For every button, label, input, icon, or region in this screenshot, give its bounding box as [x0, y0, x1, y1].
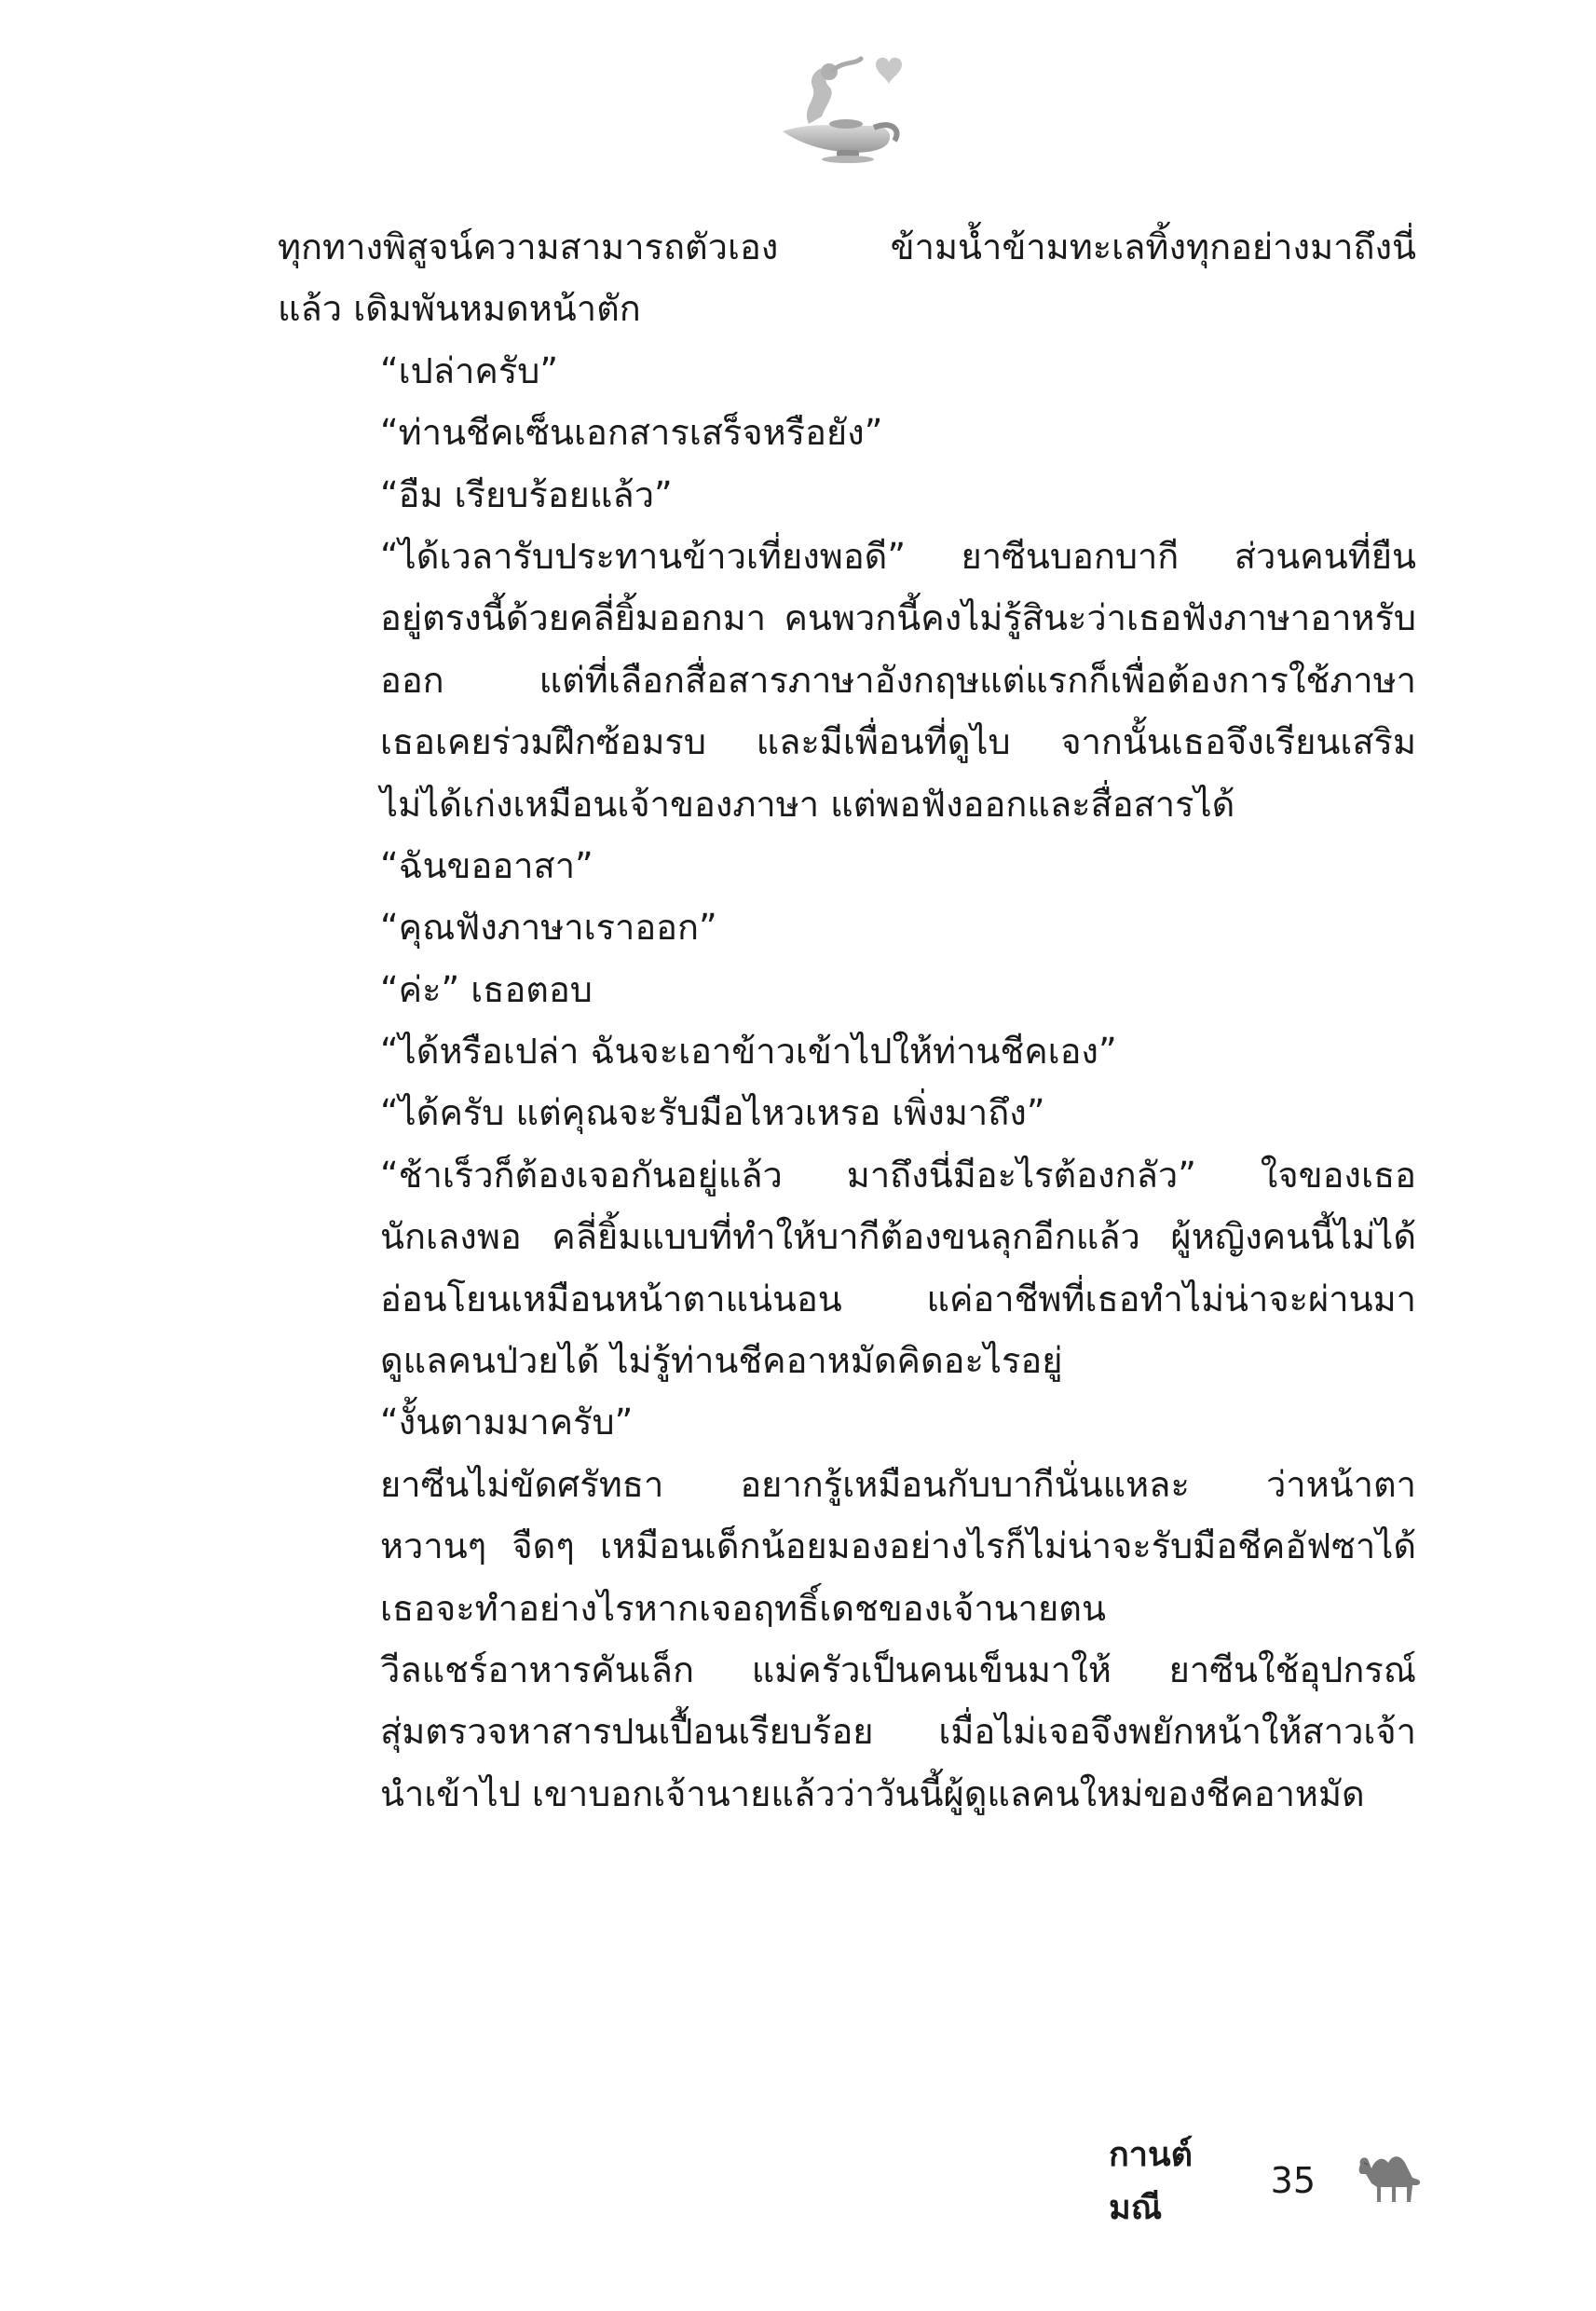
paragraph — [278, 402, 1416, 463]
text-line: “ได้ครับ แต่คุณจะรับมือไหวเหรอ เพิ่งมาถึง” — [380, 1092, 1045, 1134]
text-line: “ฉันขออาสา” — [380, 844, 593, 886]
text-line: “คุณฟังภาษาเราออก” — [380, 907, 717, 949]
text-line: “ได้หรือเปล่า ฉันจะเอาข้าวเข้าไปให้ท่านชีคเอง” — [380, 1031, 1117, 1073]
paragraph — [278, 896, 1416, 958]
paragraph — [278, 216, 1416, 340]
text-line: “งั้นตามมาครับ” — [380, 1402, 634, 1443]
text-line: “อืม เรียบร้อยแล้ว” — [380, 473, 673, 515]
page-footer — [1109, 2136, 1425, 2227]
paragraph — [278, 1391, 1416, 1453]
paragraph — [278, 835, 1416, 896]
paragraph — [278, 1144, 1416, 1392]
paragraph — [278, 340, 1416, 402]
text-line: ออก แต่ที่เลือกสื่อสารภาษาอังกฤษแต่แรกก็เพื่อต้องการใช้ภาษา — [380, 659, 1416, 701]
text-line: ไม่ได้เก่งเหมือนเจ้าของภาษา แต่พอฟังออกและสื่อสารได้ — [380, 783, 1235, 825]
text-line: เธอเคยร่วมฝึกซ้อมรบ และมีเพื่อนที่ดูไบ จากนั้นเธอจึงเรียนเสริม — [380, 721, 1416, 763]
text-line: ดูแลคนป่วยได้ ไม่รู้ท่านชีคอาหมัดคิดอะไรอยู่ — [380, 1340, 1063, 1382]
magic-lamp-with-genie-icon — [764, 51, 913, 163]
text-line: นักเลงพอ คลี่ยิ้มแบบที่ทำให้บากีต้องขนลุกอีกแล้ว ผู้หญิงคนนี้ไม่ได้ — [380, 1216, 1416, 1258]
text-line: อ่อนโยนเหมือนหน้าตาแน่นอน แค่อาชีพที่เธอทำไม่น่าจะผ่านมา — [380, 1278, 1416, 1320]
book-title: กานต์มณี — [1109, 2136, 1193, 2227]
text-line: วีลแชร์อาหารคันเล็ก แม่ครัวเป็นคนเข็นมาให้ ยาซีนใช้อุปกรณ์ — [380, 1648, 1416, 1690]
paragraph — [278, 1082, 1416, 1143]
text-line: แล้ว เดิมพันหมดหน้าตัก — [278, 288, 641, 330]
paragraph — [278, 1454, 1416, 1639]
text-line: สุ่มตรวจหาสารปนเปื้อนเรียบร้อย เมื่อไม่เจอจึงพยักหน้าให้สาวเจ้า — [380, 1711, 1416, 1753]
body-text — [278, 216, 1416, 1825]
text-line: ยาซีนไม่ขัดศรัทธา อยากรู้เหมือนกับบากีนั่นแหละ ว่าหน้าตา — [380, 1463, 1416, 1505]
paragraph — [278, 464, 1416, 526]
paragraph — [278, 1639, 1416, 1825]
text-line: อยู่ตรงนี้ด้วยคลี่ยิ้มออกมา คนพวกนี้คงไม่รู้สินะว่าเธอฟังภาษาอาหรับ — [380, 597, 1416, 639]
page-number: 35 — [1270, 2160, 1316, 2201]
camel-icon — [1353, 2146, 1425, 2216]
text-line: ทุกทางพิสูจน์ความสามารถตัวเอง ข้ามน้ำข้ามทะเลทิ้งทุกอย่างมาถึงนี่ — [278, 226, 1416, 267]
text-line: “ได้เวลารับประทานข้าวเที่ยงพอดี” ยาซีนบอกบากี ส่วนคนที่ยืน — [380, 535, 1416, 577]
text-line: “ช้าเร็วก็ต้องเจอกันอยู่แล้ว มาถึงนี่มีอะไรต้องกลัว” ใจของเธอ — [380, 1154, 1416, 1196]
paragraph — [278, 526, 1416, 835]
text-line: “เปล่าครับ” — [380, 349, 559, 391]
text-line: นำเข้าไป เขาบอกเจ้านายแล้วว่าวันนี้ผู้ดูแลคนใหม่ของชีคอาหมัด — [380, 1772, 1365, 1814]
text-line: “ท่านชีคเซ็นเอกสารเสร็จหรือยัง” — [380, 412, 883, 454]
text-line: เธอจะทำอย่างไรหากเจอฤทธิ์เดชของเจ้านายตน — [380, 1587, 1106, 1629]
paragraph — [278, 959, 1416, 1020]
text-line: “ค่ะ” เธอตอบ — [380, 968, 593, 1010]
text-line: หวานๆ จืดๆ เหมือนเด็กน้อยมองอย่างไรก็ไม่น่าจะรับมือชีคอัฟซาได้ — [380, 1525, 1416, 1567]
paragraph — [278, 1020, 1416, 1082]
